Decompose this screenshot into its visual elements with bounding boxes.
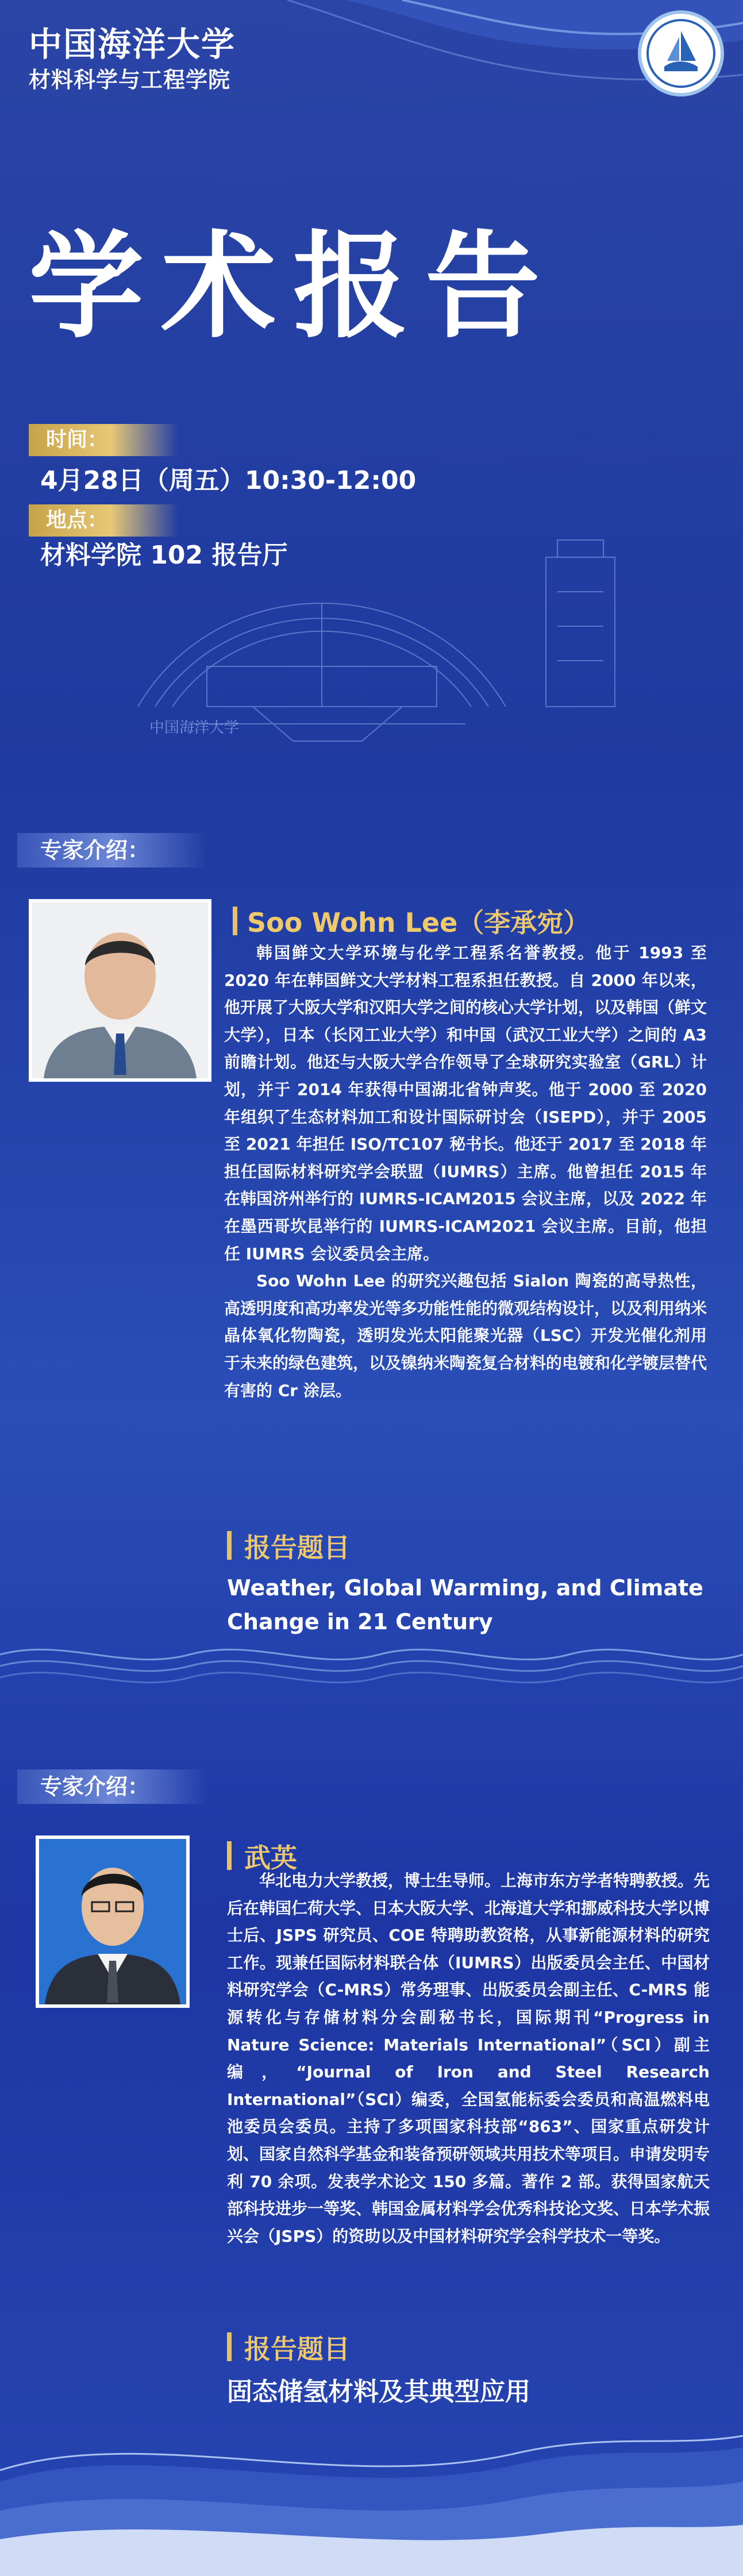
- speaker-1-report-title-label: 报告题目: [244, 1532, 350, 1563]
- speaker-1-report-marker: [227, 1531, 232, 1560]
- speaker-1-bio: [224, 939, 707, 1404]
- speaker-1-photo: [29, 899, 211, 1082]
- speaker-1-report-title: Weather, Global Warming, and Climate Change in 21 Century: [227, 1575, 703, 1634]
- speaker-2-report-title-label: 报告题目: [244, 2334, 350, 2365]
- bottom-wave-decoration: [0, 2413, 743, 2576]
- time-value: 4月28日（周五）10:30-12:00: [40, 466, 417, 495]
- speaker-2-report-marker: [227, 2332, 232, 2361]
- college-name: 材料科学与工程学院: [29, 67, 231, 92]
- place-label: 地点：: [29, 504, 178, 537]
- speaker-2-name: 武英: [244, 1842, 297, 1873]
- speaker-2-name-marker: [227, 1841, 232, 1870]
- place-value: 材料学院 102 报告厅: [40, 541, 288, 570]
- speaker-1-bio-paragraph: 韩国鲜文大学环境与化学工程系名誉教授。他于 1993 至 2020 年在韩国鲜文大学材料工程系担任教授。自 2000 年以来，他开展了大阪大学和汉阳大学之间的核心大学计划，以及韩国（鲜文大学），日本（长冈工业大学）和中国（武汉工业大学）之间的 A3 前瞻计划。他还与大阪大学合作领导了全球研究实验室（GRL）计划，并于 2014 年获得中国湖北省钟声奖。他于 2000 至 2020 年组织了生态材料加工和设计国际研讨会（ISEPD），并于 2005 至 2021 年担任 ISO/TC107 秘书长。他还于 2017 至 2018 年担任国际材料研究学会联盟（IUMRS）主席。他曾担任 2015 年在韩国济州举行的 IUMRS-ICAM2015 会议主席，以及 2022 年在墨西哥坎昆举行的 IUMRS-ICAM2021 会议主席。目前，他担任 IUMRS 会议委员会主席。: [224, 943, 707, 1263]
- speaker-1-bio-paragraph: Soo Wohn Lee 的研究兴趣包括 Sialon 陶瓷的高导热性，高透明度和高功率发光等多功能性能的微观结构设计，以及利用纳米晶体氧化物陶瓷，透明发光太阳能聚光器（LSC）开发光催化剂用于未来的绿色建筑，以及镍纳米陶瓷复合材料的电镀和化学镀层替代有害的 Cr 涂层。: [224, 1271, 707, 1400]
- campus-building-illustration: [103, 534, 667, 747]
- speaker-1-name: Soo Wohn Lee（李承宛）: [247, 907, 590, 938]
- speaker-2-section-label: 专家介绍：: [17, 1769, 207, 1804]
- speaker-1-name-marker: [233, 907, 237, 935]
- main-title: 学术报告: [29, 220, 558, 354]
- time-label: 时间：: [29, 424, 178, 456]
- school-name: 中国海洋大学: [29, 25, 236, 64]
- speaker-2-report-title: 固态储氢材料及其典型应用: [227, 2377, 530, 2407]
- building-inscription: 中国海洋大学: [149, 719, 240, 736]
- middle-wave-divider: [0, 1632, 743, 1695]
- speaker-2-bio: [227, 1867, 710, 2250]
- speaker-1-section-label: 专家介绍：: [17, 833, 207, 867]
- speaker-2-bio-paragraph: 华北电力大学教授，博士生导师。上海市东方学者特聘教授。先后在韩国仁荷大学、日本大阪大学、北海道大学和挪威科技大学以博士后、JSPS 研究员、COE 特聘助教资格，从事新能源材料的研究工作。现兼任国际材料联合体（IUMRS）出版委员会主任、中国材料研究学会（C-MRS）常务理事、出版委员会副主任、C-MRS 能源转化与存储材料分会副秘书长，国际期刊“Progress in Nature Science: Materials International”（SCI）副主编，“Journal of Iron and Steel Research International”（SCI）编委，全国氢能标委会委员和高温燃料电池委员会委员。主持了多项国家科技部“863”、国家重点研发计划、国家自然科学基金和装备预研领域共用技术等项目。申请发明专利 70 余项。发表学术论文 150 多篇。著作 2 部。获得国家航天部科技进步一等奖、韩国金属材料学会优秀科技论文奖、日本学术振兴会（JSPS）的资助以及中国材料研究学会科学技术一等奖。: [227, 1871, 710, 2246]
- university-logo-icon: [638, 10, 724, 97]
- speaker-2-photo: [36, 1835, 190, 2008]
